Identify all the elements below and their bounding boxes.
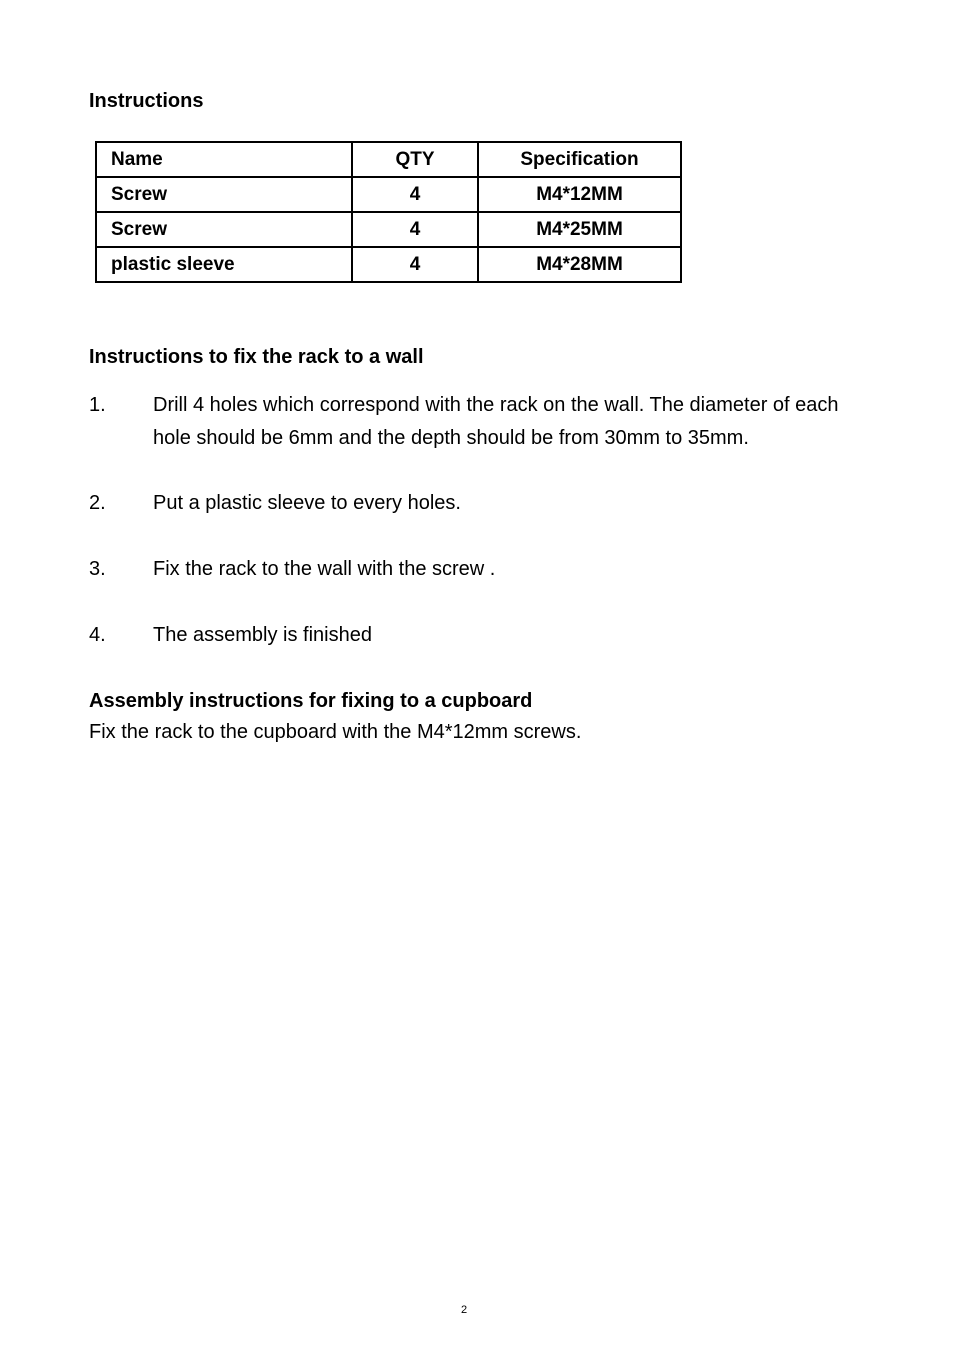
step-text: Fix the rack to the wall with the screw . xyxy=(153,558,496,580)
cell-specification: M4*28MM xyxy=(478,247,681,282)
step-number: 2. xyxy=(89,492,106,514)
header-name: Name xyxy=(96,142,352,177)
cell-specification: M4*12MM xyxy=(478,177,681,212)
page-number: 2 xyxy=(461,1304,468,1316)
cell-qty: 4 xyxy=(352,247,478,282)
table-row xyxy=(96,177,681,212)
cell-name: Screw xyxy=(96,177,352,212)
cell-qty: 4 xyxy=(352,177,478,212)
parts-table xyxy=(95,141,682,283)
cell-name: plastic sleeve xyxy=(96,247,352,282)
cupboard-instruction-text: Fix the rack to the cupboard with the M4*12mm screws. xyxy=(89,721,582,743)
wall-section-title: Instructions to fix the rack to a wall xyxy=(89,346,424,368)
cupboard-section-title: Assembly instructions for fixing to a cupboard xyxy=(89,690,533,712)
page-heading: Instructions xyxy=(89,90,204,112)
step-number: 3. xyxy=(89,558,106,580)
step-text: Put a plastic sleeve to every holes. xyxy=(153,492,461,514)
cell-specification: M4*25MM xyxy=(478,212,681,247)
header-qty: QTY xyxy=(352,142,478,177)
table-header-row xyxy=(96,142,681,177)
header-specification: Specification xyxy=(478,142,681,177)
step-number: 1. xyxy=(89,394,106,416)
step-text: Drill 4 holes which correspond with the rack on the wall. The diameter of each hole should be 6mm and the depth should be from 30mm to 35mm. xyxy=(153,394,839,449)
step-number: 4. xyxy=(89,624,106,646)
cell-qty: 4 xyxy=(352,212,478,247)
table-row xyxy=(96,212,681,247)
cell-name: Screw xyxy=(96,212,352,247)
step-text: The assembly is finished xyxy=(153,624,372,646)
table-row xyxy=(96,247,681,282)
